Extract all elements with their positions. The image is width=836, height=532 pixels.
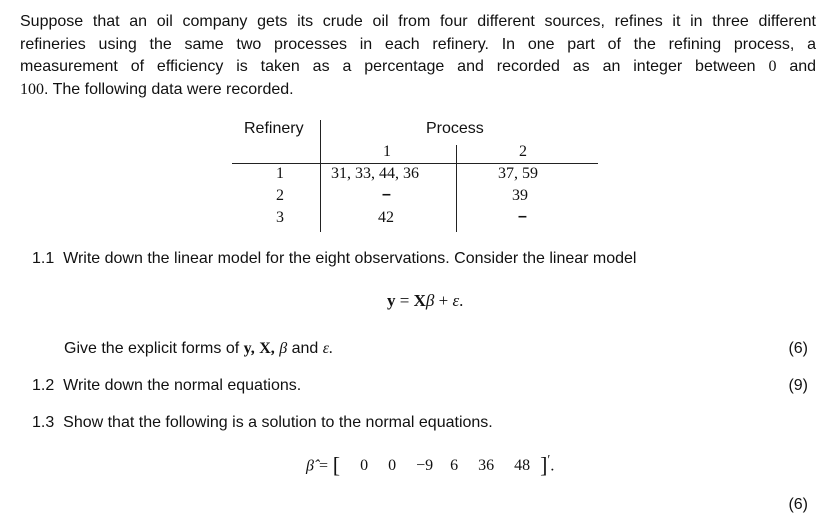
refinery-2: 2 bbox=[276, 187, 284, 204]
table-process-divider bbox=[456, 145, 457, 232]
process-col-2: 2 bbox=[519, 143, 527, 160]
intro-zero: 0 bbox=[768, 58, 777, 75]
refinery-header: Refinery bbox=[244, 120, 304, 137]
intro-paragraph bbox=[20, 11, 816, 101]
solution-value-5: 36 bbox=[478, 457, 495, 475]
refinery-1-process-2: 37, 59 bbox=[498, 165, 538, 182]
question-1-2-number: 1.2 bbox=[32, 377, 55, 394]
right-bracket: ] bbox=[540, 452, 548, 478]
refinery-2-process-1: – bbox=[382, 186, 391, 203]
question-1-3-marks: (6) bbox=[788, 496, 808, 513]
give-text: Give the explicit forms of bbox=[64, 340, 244, 357]
question-1-1-number: 1.1 bbox=[32, 250, 55, 267]
question-1-1-text: Write down the linear model for the eight observations. Consider the linear model bbox=[63, 250, 637, 267]
refinery-1-process-1: 31, 33, 44, 36 bbox=[331, 165, 419, 182]
question-1-2-text: Write down the normal equations. bbox=[63, 377, 302, 394]
question-1-2 bbox=[32, 376, 301, 396]
intro-line-4-text: . The following data were recorded. bbox=[44, 80, 294, 98]
refinery-3-process-2: – bbox=[518, 208, 527, 225]
table-vertical-divider bbox=[320, 120, 321, 232]
table-horizontal-divider bbox=[232, 163, 598, 164]
give-and: and bbox=[287, 340, 323, 357]
data-table bbox=[232, 115, 598, 235]
left-bracket: [ bbox=[332, 452, 341, 478]
process-col-1: 1 bbox=[383, 143, 391, 160]
refinery-2-process-2: 39 bbox=[512, 187, 528, 204]
beta-hat-label: β̂ = bbox=[306, 457, 329, 475]
question-1-2-marks: (9) bbox=[788, 377, 808, 394]
intro-hundred: 100 bbox=[20, 80, 44, 98]
intro-line-3 bbox=[20, 56, 816, 79]
give-X: X, bbox=[259, 340, 275, 357]
intro-line-1: Suppose that an oil company gets its crude oil from four different sources, refines it in three different bbox=[20, 13, 816, 30]
refinery-3: 3 bbox=[276, 209, 284, 226]
process-header: Process bbox=[426, 120, 484, 137]
question-1-3-number: 1.3 bbox=[32, 414, 55, 431]
question-1-1-give bbox=[64, 339, 333, 359]
question-1-1-marks: (6) bbox=[788, 340, 808, 357]
transpose-mark: ′ bbox=[547, 452, 551, 467]
solution-value-4: 6 bbox=[450, 457, 459, 475]
give-epsilon: ε. bbox=[322, 340, 334, 357]
solution-value-1: 0 bbox=[360, 457, 369, 475]
linear-model-equation: y = Xβ + ε. bbox=[387, 291, 464, 310]
give-beta: β bbox=[279, 340, 288, 357]
intro-line-3-text: measurement of efficiency is taken as a percentage and recorded as an integer between bbox=[20, 58, 769, 75]
refinery-1: 1 bbox=[276, 165, 284, 182]
intro-line-2: refineries using the same two processes in each refinery. In one part of the refining process, a bbox=[20, 35, 816, 53]
solution-value-3: −9 bbox=[416, 457, 434, 475]
beta-hat-solution bbox=[306, 452, 554, 478]
solution-period: . bbox=[550, 457, 555, 475]
question-1-3-text: Show that the following is a solution to the normal equations. bbox=[63, 414, 493, 431]
solution-value-6: 48 bbox=[514, 457, 531, 475]
intro-line-4 bbox=[20, 79, 816, 102]
question-1-3 bbox=[32, 413, 493, 433]
give-y: y, bbox=[243, 340, 255, 357]
question-1-1 bbox=[32, 249, 636, 269]
solution-value-2: 0 bbox=[388, 457, 397, 475]
refinery-3-process-1: 42 bbox=[378, 209, 394, 226]
intro-and: and bbox=[776, 58, 817, 75]
